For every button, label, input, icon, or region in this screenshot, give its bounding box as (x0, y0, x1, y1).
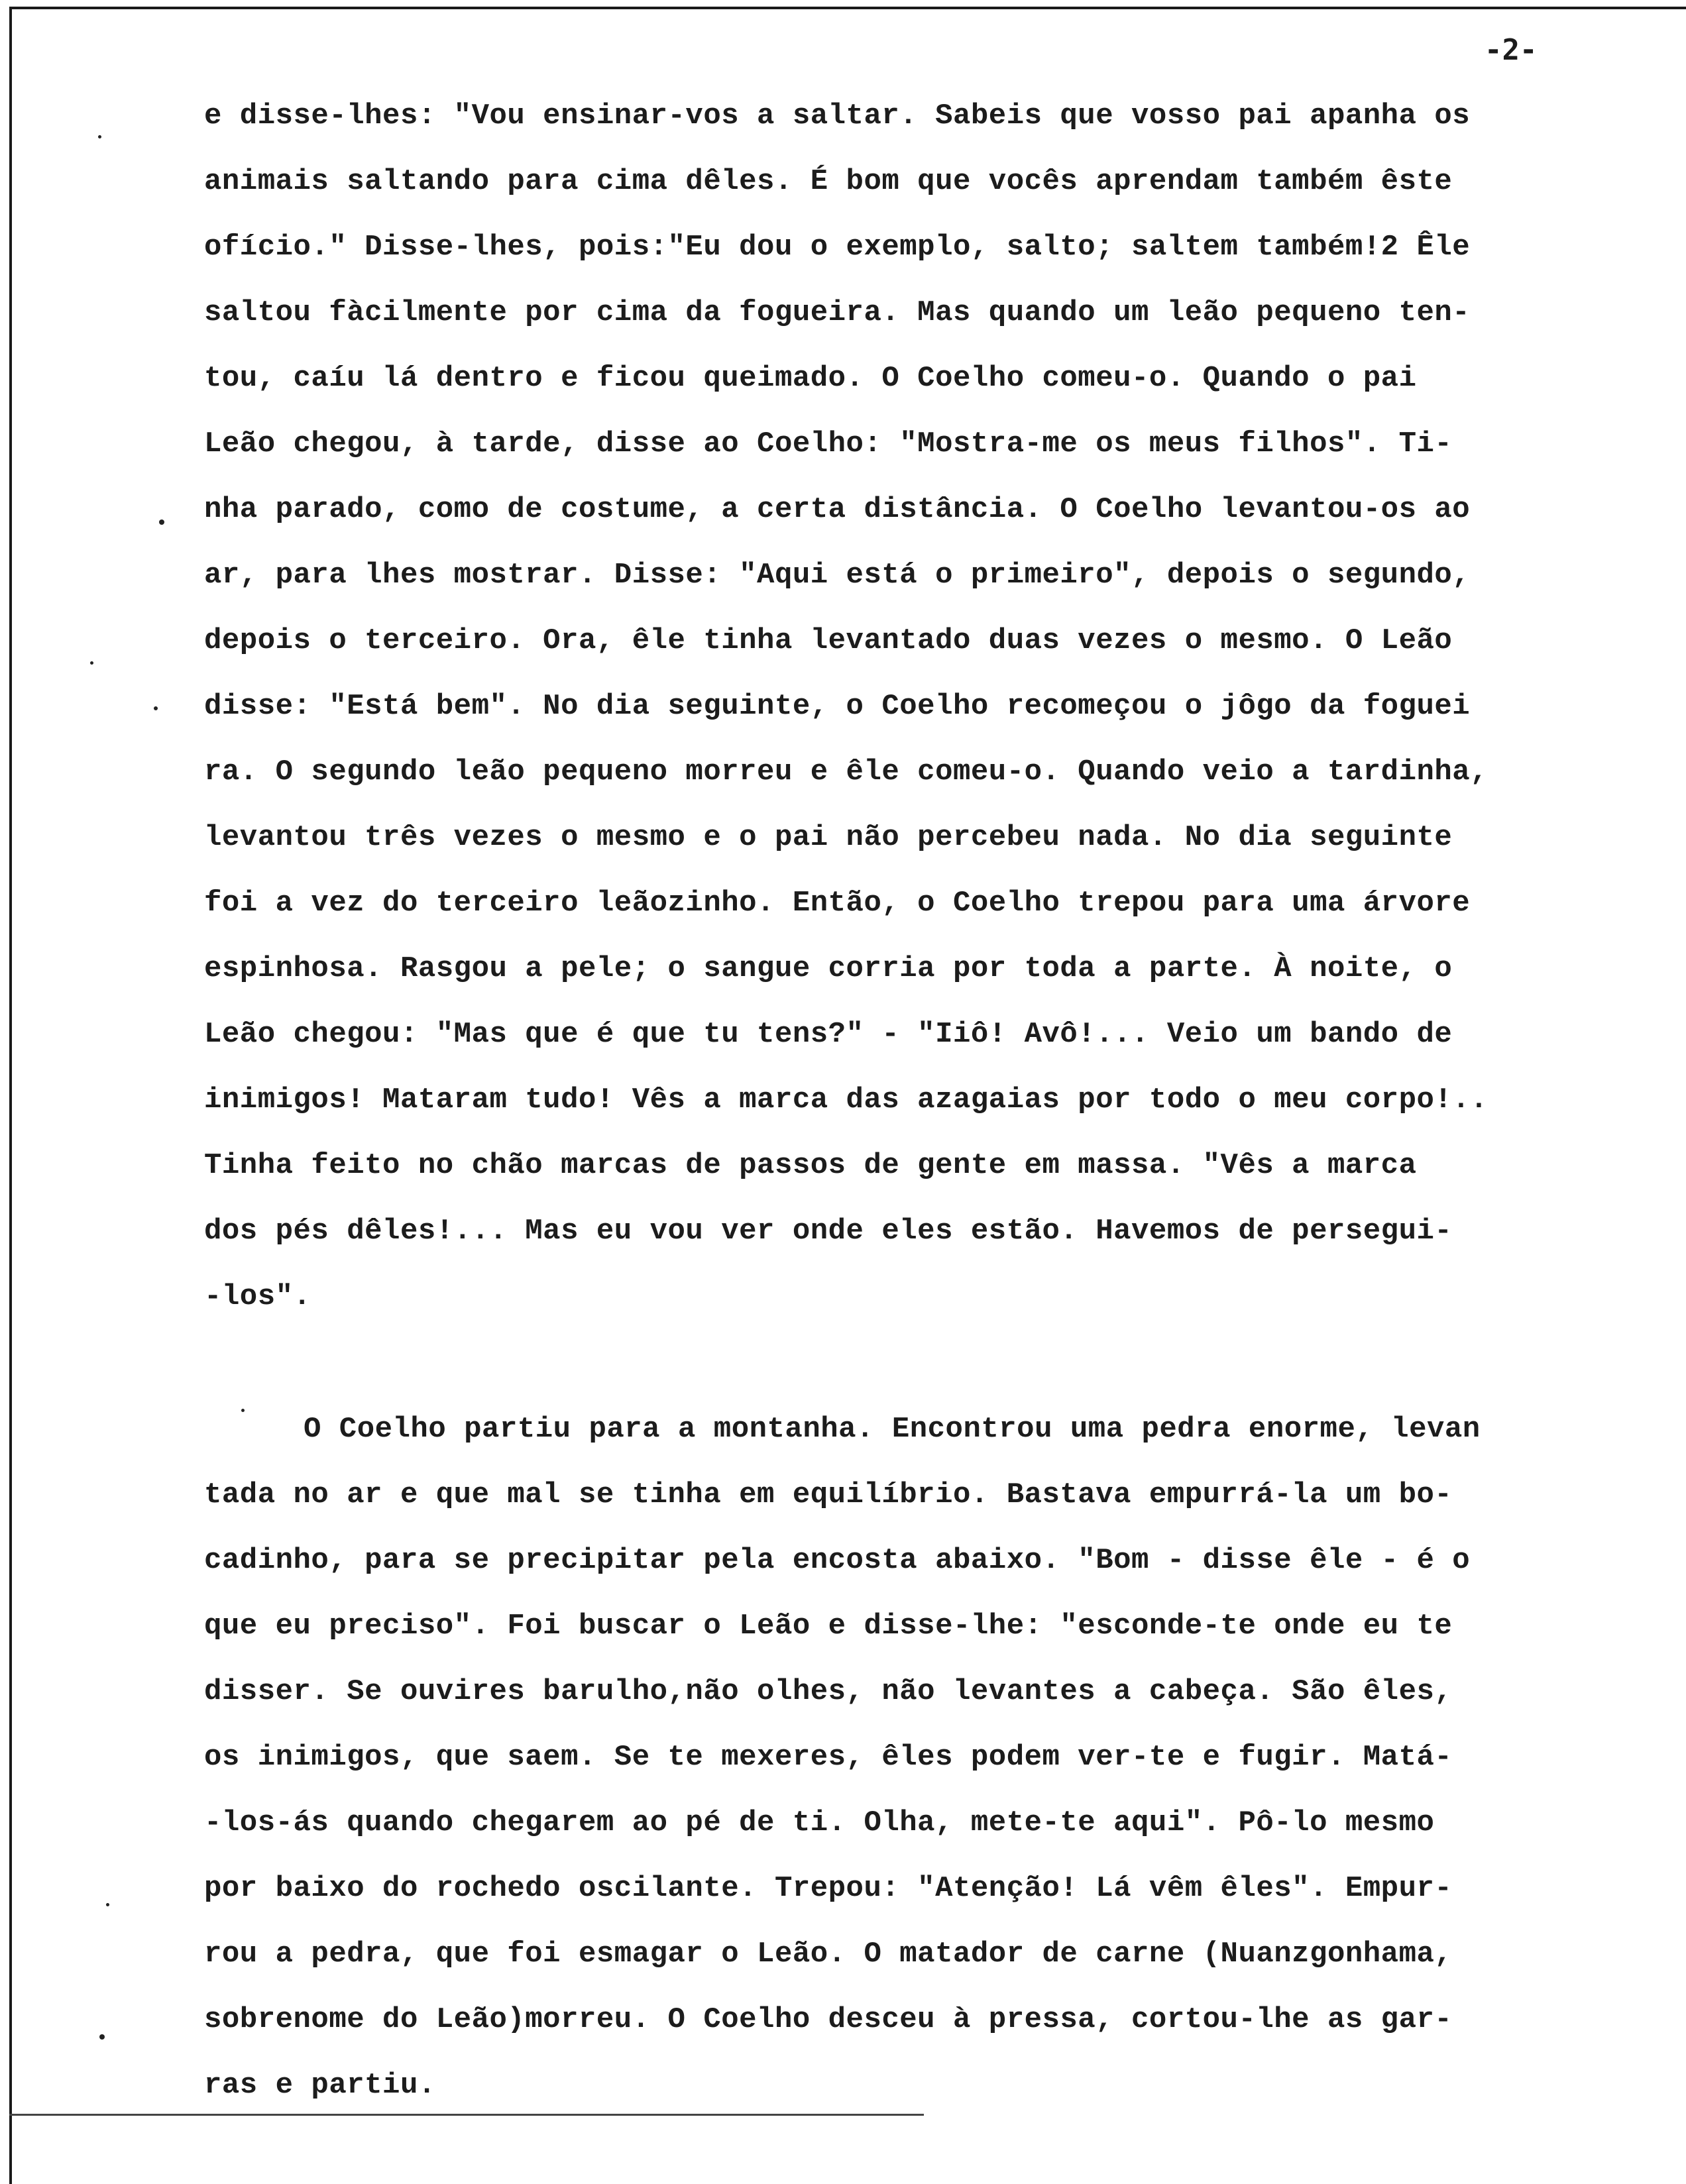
text-line: foi a vez do terceiro leãozinho. Então, o Coelho trepou para uma árvore (204, 887, 1471, 920)
text-line: disser. Se ouvires barulho,não olhes, não levantes a cabeça. São êles, (204, 1675, 1453, 1708)
text-line: cadinho, para se precipitar pela encosta abaixo. "Bom - disse êle - é o (204, 1544, 1471, 1577)
text-line: animais saltando para cima dêles. É bom que vocês aprendam também êste (204, 165, 1453, 198)
paragraph-2 (204, 1397, 1662, 2118)
scan-speck (106, 1903, 109, 1906)
text-line: depois o terceiro. Ora, êle tinha levantado duas vezes o mesmo. O Leão (204, 624, 1453, 657)
page-border-left (9, 7, 12, 2184)
scan-speck (98, 135, 101, 138)
text-line: Tinha feito no chão marcas de passos de gente em massa. "Vês a marca (204, 1149, 1417, 1182)
text-line: que eu preciso". Foi buscar o Leão e disse-lhe: "esconde-te onde eu te (204, 1610, 1453, 1643)
text-line: dos pés dêles!... Mas eu vou ver onde eles estão. Havemos de persegui- (204, 1215, 1453, 1248)
text-line: espinhosa. Rasgou a pele; o sangue corria por toda a parte. À noite, o (204, 952, 1453, 985)
text-line: por baixo do rochedo oscilante. Trepou: "Atenção! Lá vêm êles". Empur- (204, 1872, 1453, 1905)
scan-speck (241, 1409, 245, 1412)
scan-speck (99, 2034, 105, 2040)
text-line: ar, para lhes mostrar. Disse: "Aqui está o primeiro", depois o segundo, (204, 559, 1471, 592)
scan-speck (154, 706, 158, 710)
text-line: e disse-lhes: "Vou ensinar-vos a saltar. Sabeis que vosso pai apanha os (204, 99, 1471, 133)
text-line: O Coelho partiu para a montanha. Encontrou uma pedra enorme, levan (304, 1413, 1481, 1446)
page-border-top (9, 7, 1686, 9)
text-line: os inimigos, que saem. Se te mexeres, êles podem ver-te e fugir. Matá- (204, 1741, 1453, 1774)
scan-speck (159, 519, 164, 525)
text-line: levantou três vezes o mesmo e o pai não percebeu nada. No dia seguinte (204, 821, 1453, 854)
text-line: inimigos! Mataram tudo! Vês a marca das azagaias por todo o meu corpo!.. (204, 1083, 1489, 1117)
text-line: rou a pedra, que foi esmagar o Leão. O matador de carne (Nuanzgonhama, (204, 1938, 1453, 1971)
text-line: tada no ar e que mal se tinha em equilíbrio. Bastava empurrá-la um bo- (204, 1478, 1453, 1511)
text-line: Leão chegou: "Mas que é que tu tens?" - "Iiô! Avô!... Veio um bando de (204, 1018, 1453, 1051)
text-line: ras e partiu. (204, 2069, 436, 2102)
scan-speck (90, 661, 93, 665)
page-number: -2- (1485, 33, 1538, 67)
document-body (204, 83, 1662, 2118)
text-line: nha parado, como de costume, a certa distância. O Coelho levantou-os ao (204, 493, 1471, 526)
text-line: saltou fàcilmente por cima da fogueira. Mas quando um leão pequeno ten- (204, 296, 1471, 329)
text-line: ofício." Disse-lhes, pois:"Eu dou o exemplo, salto; saltem também!2 Êle (204, 231, 1471, 264)
text-line: disse: "Está bem". No dia seguinte, o Coelho recomeçou o jôgo da foguei (204, 690, 1471, 723)
text-line: -los". (204, 1280, 311, 1313)
text-line: -los-ás quando chegarem ao pé de ti. Olha, mete-te aqui". Pô-lo mesmo (204, 1806, 1435, 1839)
text-line: Leão chegou, à tarde, disse ao Coelho: "Mostra-me os meus filhos". Ti- (204, 427, 1453, 461)
paragraph-gap (204, 1330, 1662, 1397)
text-line: tou, caíu lá dentro e ficou queimado. O Coelho comeu-o. Quando o pai (204, 362, 1417, 395)
text-line: sobrenome do Leão)morreu. O Coelho desceu à pressa, cortou-lhe as gar- (204, 2003, 1453, 2036)
text-line: ra. O segundo leão pequeno morreu e êle comeu-o. Quando veio a tardinha, (204, 755, 1489, 789)
paragraph-1 (204, 83, 1662, 1330)
